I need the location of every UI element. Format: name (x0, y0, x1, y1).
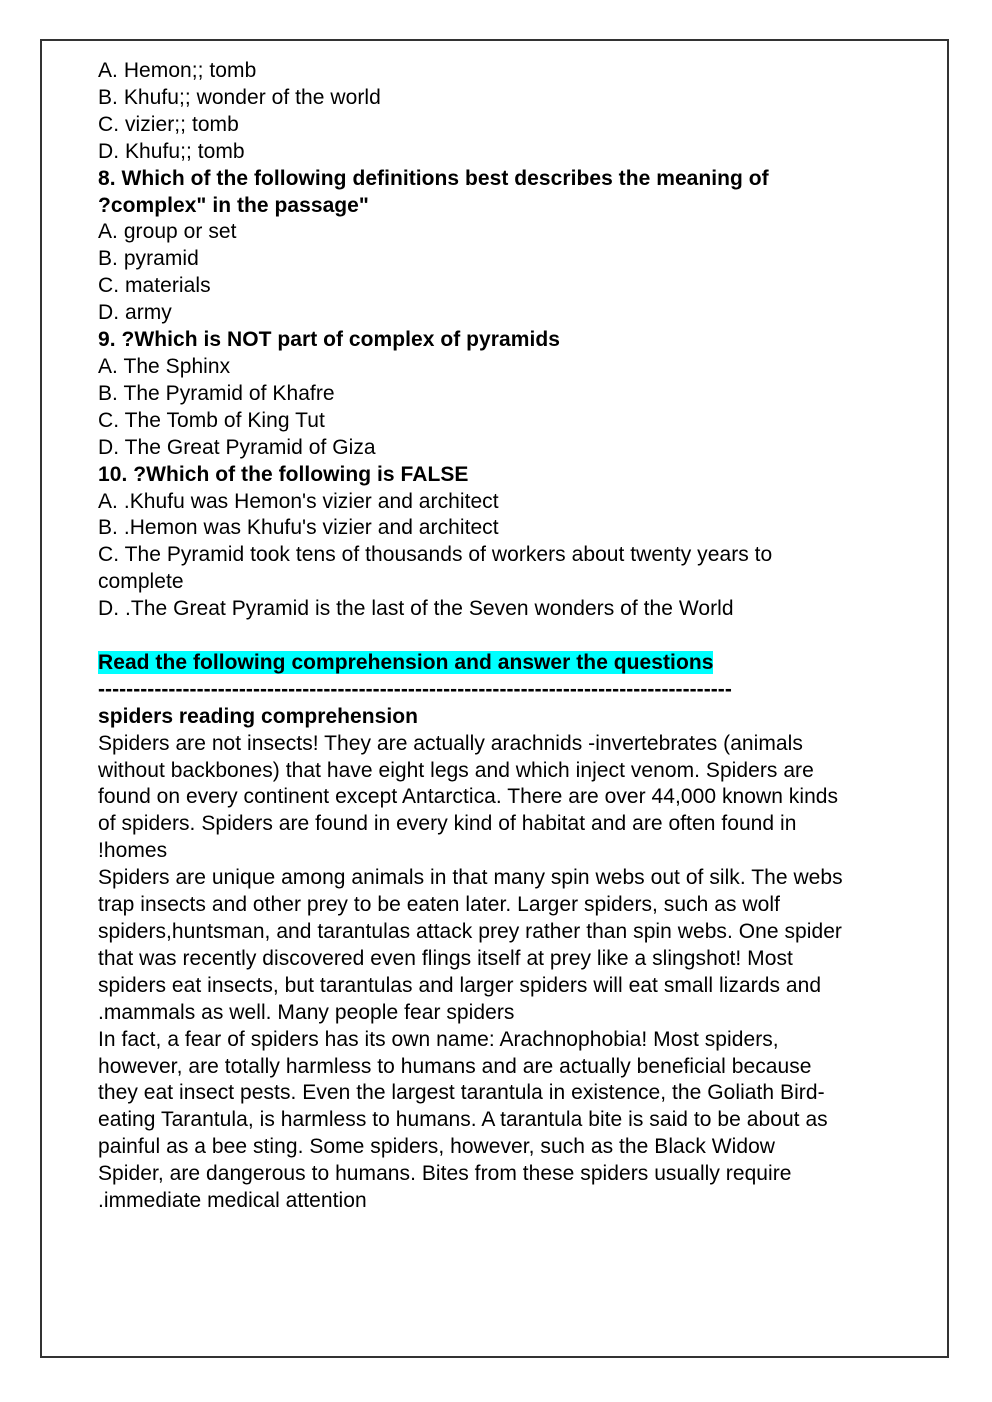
q9-option-c: C. The Tomb of King Tut (98, 408, 325, 432)
q7-option-c: C. vizier;; tomb (98, 112, 239, 136)
question-9 (98, 327, 933, 462)
q7-option-b: B. Khufu;; wonder of the world (98, 85, 381, 109)
q9-option-b: B. The Pyramid of Khafre (98, 381, 335, 405)
passage-line: without backbones) that have eight legs and which inject venom. Spiders are (98, 758, 814, 782)
passage-line: spiders,huntsman, and tarantulas attack prey rather than spin webs. One spider (98, 919, 842, 943)
q10-option-a: A. .Khufu was Hemon's vizier and architect (98, 489, 499, 513)
instruction-highlight: Read the following comprehension and answer the questions (98, 650, 714, 674)
q8-question-line2: ?complex" in the passage" (98, 193, 369, 217)
passage-line: !homes (98, 839, 168, 863)
q9-option-a: A. The Sphinx (98, 354, 231, 378)
passage-line: eating Tarantula, is harmless to humans. A tarantula bite is said to be about as (98, 1108, 828, 1132)
passage-line: painful as a bee sting. Some spiders, however, such as the Black Widow (98, 1135, 776, 1159)
separator-line: ------------------------------------------------------------------------------------------ (98, 677, 732, 701)
passage (98, 731, 933, 1215)
passage-line: trap insects and other prey to be eaten later. Larger spiders, such as wolf (98, 893, 780, 917)
q9-question: 9. ?Which is NOT part of complex of pyramids (98, 328, 560, 352)
q9-option-d: D. The Great Pyramid of Giza (98, 435, 376, 459)
q8-option-b: B. pyramid (98, 247, 199, 271)
q10-question: 10. ?Which of the following is FALSE (98, 462, 469, 486)
q10-option-b: B. .Hemon was Khufu's vizier and architect (98, 516, 499, 540)
passage-title: spiders reading comprehension (98, 704, 419, 728)
question-7-options (98, 58, 933, 166)
q8-option-c: C. materials (98, 274, 211, 298)
passage-line: Spiders are unique among animals in that many spin webs out of silk. The webs (98, 866, 843, 890)
q10-option-c: C. The Pyramid took tens of thousands of workers about twenty years to (98, 543, 773, 567)
q10-option-d: D. .The Great Pyramid is the last of the Seven wonders of the World (98, 597, 734, 621)
q8-option-a: A. group or set (98, 220, 237, 244)
q7-option-a: A. Hemon;; tomb (98, 59, 257, 82)
question-8 (98, 166, 933, 327)
q7-option-d: D. Khufu;; tomb (98, 139, 245, 163)
passage-line: they eat insect pests. Even the largest tarantula in existence, the Goliath Bird- (98, 1081, 825, 1105)
passage-line: In fact, a fear of spiders has its own name: Arachnophobia! Most spiders, (98, 1027, 779, 1051)
passage-line: that was recently discovered even flings itself at prey like a slingshot! Most (98, 946, 793, 970)
spacer (98, 623, 933, 650)
passage-line: Spider, are dangerous to humans. Bites from these spiders usually require (98, 1162, 792, 1186)
passage-line: of spiders. Spiders are found in every kind of habitat and are often found in (98, 812, 797, 836)
passage-line: .immediate medical attention (98, 1189, 367, 1213)
passage-line: however, are totally harmless to humans and are actually beneficial because (98, 1054, 812, 1078)
question-10 (98, 462, 933, 623)
comprehension-section (98, 650, 933, 731)
q8-option-d: D. army (98, 301, 172, 325)
q10-option-c-continued: complete (98, 570, 184, 594)
passage-line: Spiders are not insects! They are actually arachnids -invertebrates (animals (98, 731, 803, 755)
passage-line: spiders eat insects, but tarantulas and larger spiders will eat small lizards and (98, 973, 822, 997)
passage-line: .mammals as well. Many people fear spiders (98, 1000, 515, 1024)
document-content (98, 58, 933, 1215)
passage-line: found on every continent except Antarctica. There are over 44,000 known kinds (98, 785, 839, 809)
q8-question-line1: 8. Which of the following definitions best describes the meaning of (98, 166, 769, 190)
